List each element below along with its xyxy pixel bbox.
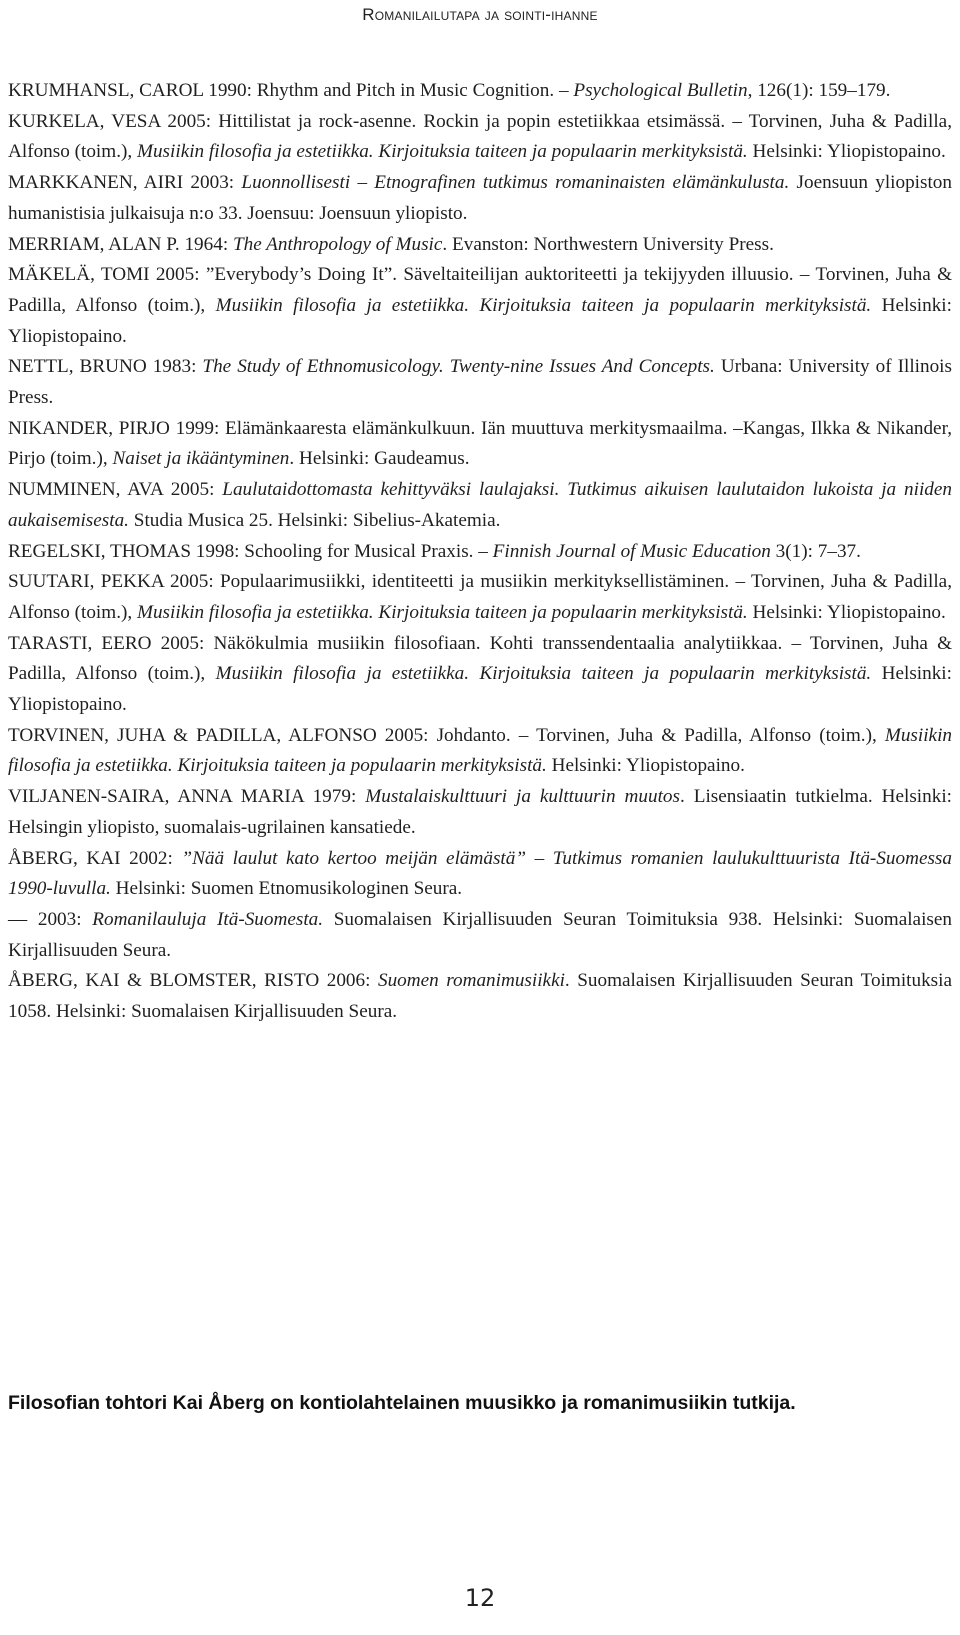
reference-entry <box>8 230 952 261</box>
reference-title: Musiikin filosofia ja estetiikka. Kirjoituksia taiteen ja populaarin merkityksistä. <box>8 724 952 777</box>
reference-entry <box>8 721 952 782</box>
reference-entry <box>8 537 952 568</box>
reference-text: Helsinki: Yliopistopaino. <box>8 294 952 347</box>
reference-title: Musiikin filosofia ja estetiikka. Kirjoituksia taiteen ja populaarin merkityksistä. <box>215 663 872 685</box>
author-bio: Filosofian tohtori Kai Åberg on kontiolahtelainen muusikko ja romanimusiikin tutkija. <box>8 1392 796 1414</box>
reference-title: Musiikin filosofia ja estetiikka. Kirjoituksia taiteen ja populaarin merkityksistä. <box>136 601 748 623</box>
page-number: 12 <box>464 1584 496 1612</box>
reference-text: VILJANEN-SAIRA, ANNA MARIA 1979: <box>8 786 366 808</box>
reference-text: Helsinki: Yliopistopaino. <box>8 663 952 716</box>
reference-title: Laulutaidottomasta kehittyväksi laulajaksi. Tutkimus aikuisen laulutaidon lukoista ja niiden aukaisemisesta. <box>8 479 952 531</box>
running-head: Romanilailutapa ja sointi-ihanne <box>362 5 598 24</box>
reference-entry <box>8 168 952 229</box>
reference-title: Suomen romanimusiikki <box>377 970 565 992</box>
reference-title: Musiikin filosofia ja estetiikka. Kirjoituksia taiteen ja populaarin merkityksistä. <box>136 141 748 163</box>
reference-text: Helsinki: Yliopistopaino. <box>747 601 946 623</box>
reference-title: Psychological Bulletin <box>573 80 748 101</box>
reference-entry <box>8 782 952 843</box>
reference-text: Helsinki: Suomen Etnomusikologinen Seura. <box>110 878 463 900</box>
reference-text: . Evanston: Northwestern University Press. <box>442 233 774 255</box>
reference-text: . Helsinki: Gaudeamus. <box>289 448 470 470</box>
reference-title: The Anthropology of Music <box>232 233 443 255</box>
reference-text: , 126(1): 159–179. <box>747 80 891 101</box>
reference-text: KURKELA, VESA 2005: Hittilistat ja rock-asenne. Rockin ja popin estetiikkaa etsimässä. – Torvinen, Juha & Padilla, Alfonso (toim.), <box>8 110 952 163</box>
reference-text: TORVINEN, JUHA & PADILLA, ALFONSO 2005: Johdanto. – Torvinen, Juha & Padilla, Alfonso (toim.), <box>8 724 885 746</box>
reference-text: REGELSKI, THOMAS 1998: Schooling for Musical Praxis. – <box>8 540 493 562</box>
reference-text: NUMMINEN, AVA 2005: <box>8 479 223 501</box>
reference-text: MARKKANEN, AIRI 2003: <box>8 172 242 194</box>
reference-text: NETTL, BRUNO 1983: <box>8 356 203 378</box>
reference-text: ÅBERG, KAI 2002: <box>8 847 182 869</box>
reference-text: — 2003: <box>8 908 93 930</box>
reference-text: KRUMHANSL, CAROL 1990: Rhythm and Pitch in Music Cognition. – <box>8 80 574 101</box>
reference-entry <box>8 966 952 1027</box>
reference-text: MÄKELÄ, TOMI 2005: ”Everybody’s Doing It”. Säveltaiteilijan auktoriteetti ja tekijyyden illuusio. – Torvinen, Juha & Padilla, Alfonso (toim.), <box>8 264 952 316</box>
reference-text: . Suomalaisen Kirjallisuuden Seuran Toimituksia 1058. Helsinki: Suomalaisen Kirjallisuuden Seura. <box>8 970 952 1023</box>
reference-title: Romanilauluja Itä-Suomesta. <box>92 908 324 930</box>
reference-text: NIKANDER, PIRJO 1999: Elämänkaaresta elämänkulkuun. Iän muuttuva merkitysmaailma. –Kangas, Ilkka & Nikander, Pirjo (toim.), <box>8 417 952 470</box>
reference-title: Finnish Journal of Music Education <box>492 540 771 562</box>
reference-text: Helsinki: Yliopistopaino. <box>747 141 946 163</box>
reference-text: Joensuun yliopiston humanistisia julkaisuja n:o 33. Joensuu: Joensuun yliopisto. <box>8 172 952 224</box>
reference-title: Naiset ja ikääntyminen <box>112 448 290 470</box>
reference-title: Musiikin filosofia ja estetiikka. Kirjoituksia taiteen ja populaarin merkityksistä. <box>215 294 872 316</box>
reference-text: SUUTARI, PEKKA 2005: Populaarimusiikki, identiteetti ja musiikin merkityksellistäminen. – Torvinen, Juha & Padilla, Alfonso (toim.), <box>8 571 952 623</box>
reference-text: Urbana: University of Illinois Press. <box>8 356 952 409</box>
reference-text: 3(1): 7–37. <box>770 540 861 562</box>
reference-entry <box>8 414 952 475</box>
reference-entry <box>8 76 952 107</box>
reference-text: MERRIAM, ALAN P. 1964: <box>8 233 233 255</box>
reference-title: The Study of Ethnomusicology. Twenty-nine Issues And Concepts. <box>202 356 715 378</box>
reference-entry <box>8 844 952 905</box>
reference-entry <box>8 260 952 352</box>
reference-text: TARASTI, EERO 2005: Näkökulmia musiikin filosofiaan. Kohti transsendentaalia analytiikkaa. – Torvinen, Juha & Padilla, Alfonso (toim.), <box>8 632 952 685</box>
reference-text: ÅBERG, KAI & BLOMSTER, RISTO 2006: <box>8 970 378 992</box>
reference-entry <box>8 567 952 628</box>
reference-text: Studia Musica 25. Helsinki: Sibelius-Akatemia. <box>128 509 501 531</box>
reference-list <box>8 76 952 1028</box>
reference-text: Helsinki: Yliopistopaino. <box>546 755 745 777</box>
reference-entry <box>8 107 952 168</box>
reference-title: ”Nää laulut kato kertoo meijän elämästä” – Tutkimus romanien laulukulttuurista Itä-Suomessa 1990-luvulla. <box>8 847 952 900</box>
reference-entry <box>8 629 952 721</box>
reference-entry <box>8 905 952 966</box>
reference-text: . Lisensiaatin tutkielma. Helsinki: Helsingin yliopisto, suomalais-ugrilainen kansatiede. <box>8 786 952 838</box>
reference-entry <box>8 475 952 536</box>
reference-title: Mustalaiskulttuuri ja kulttuurin muutos <box>365 786 680 808</box>
reference-title: Luonnollisesti – Etnografinen tutkimus romaninaisten elämänkulusta. <box>241 172 790 194</box>
reference-text: Suomalaisen Kirjallisuuden Seuran Toimituksia 938. Helsinki: Suomalaisen Kirjallisuuden Seura. <box>8 908 952 961</box>
reference-entry <box>8 352 952 413</box>
